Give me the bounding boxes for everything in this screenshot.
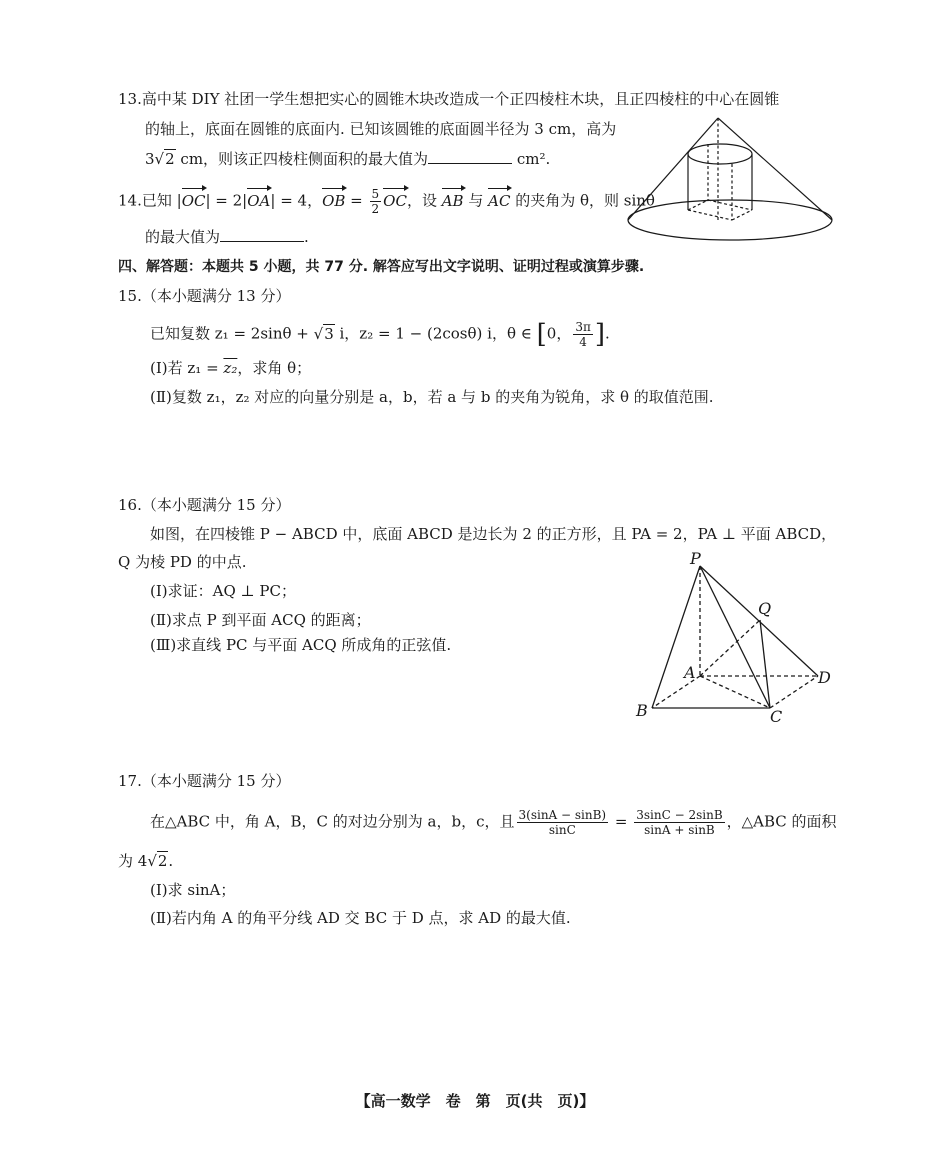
q14-line2: 的最大值为 . [145, 228, 309, 246]
label-P: P [690, 549, 701, 568]
label-C: C [770, 707, 783, 726]
label-B: B [636, 701, 648, 720]
q15-stem: 已知复数 z₁ = 2sinθ + √3 i，z₂ = 1 − (2cosθ) i，θ ∈ [0， $\frac{3\pi}{4}$ ]. [150, 319, 610, 350]
cone-base [628, 200, 832, 240]
answer-blank [220, 227, 304, 242]
edge-PC [700, 566, 770, 708]
q13-line2: 的轴上，底面在圆锥的底面内. 已知该圆锥的底面圆半径为 3 cm，高为 [145, 120, 617, 138]
q16-line1: 如图，在四棱锥 P − ABCD 中，底面 ABCD 是边长为 2 的正方形，且 PA = 2，PA ⊥ 平面 ABCD， [150, 525, 837, 543]
label-A: A [684, 663, 696, 682]
q17-line2: 为 4√2. [118, 852, 174, 870]
section-heading: 四、解答题：本题共 5 小题，共 77 分. 解答应写出文字说明、证明过程或演算步骤. [118, 259, 645, 275]
edge-CD [770, 676, 818, 708]
q17-stem: 在△ABC 中，角 A，B，C 的对边分别为 a，b，c，且 $\frac{3(\sin A - \sin B)}{\sin C}$ = $\frac{3\sin C - 2\sin B}{\sin A + \sin B}$ ，△ABC 的面积 [150, 808, 837, 837]
q15-part1: (Ⅰ)若 z₁ = z₂，求角 θ； [150, 359, 312, 377]
page-footer: 【高一数学 卷 第 页(共 页)】 [355, 1092, 595, 1110]
cone-side-right [718, 118, 832, 220]
edge-QC [760, 620, 770, 708]
q15-part2: (Ⅱ)复数 z₁，z₂ 对应的向量分别是 a，b，若 a 与 b 的夹角为锐角，求 θ 的取值范围. [150, 388, 714, 406]
q17-part2: (Ⅱ)若内角 A 的角平分线 AD 交 BC 于 D 点，求 AD 的最大值. [150, 909, 571, 927]
answer-blank [428, 149, 512, 164]
prism-top [688, 144, 752, 164]
q16-part1: (Ⅰ)求证：AQ ⊥ PC； [150, 582, 296, 600]
edge-AC [700, 676, 770, 708]
cone-figure [620, 112, 840, 252]
q17-part1: (Ⅰ)求 sinA； [150, 881, 236, 899]
pyramid-figure [630, 548, 850, 728]
label-Q: Q [758, 599, 772, 618]
q17-header: 17.（本小题满分 15 分） [118, 772, 291, 790]
edge-PB [652, 566, 700, 708]
q13-line3: 3√2 cm，则该正四棱柱侧面积的最大值为 cm². [145, 150, 551, 168]
q13-line1: 13.高中某 DIY 社团一学生想把实心的圆锥木块改造成一个正四棱柱木块，且正四棱柱的中心在圆锥 [118, 90, 780, 108]
q14-line1: 14.已知 |OC| = 2|OA| = 4，OB = $\frac{5}{2}$ OC，设 AB 与 AC 的夹角为 θ，则 sinθ [118, 187, 655, 216]
q16-part3: (Ⅲ)求直线 PC 与平面 ACQ 所成角的正弦值. [150, 636, 452, 654]
q16-part2: (Ⅱ)求点 P 到平面 ACQ 的距离； [150, 611, 371, 629]
q16-line2: Q 为棱 PD 的中点. [118, 553, 247, 571]
edge-AQ [700, 620, 760, 676]
label-D: D [818, 668, 831, 687]
q15-header: 15.（本小题满分 13 分） [118, 287, 291, 305]
q16-header: 16.（本小题满分 15 分） [118, 496, 291, 514]
